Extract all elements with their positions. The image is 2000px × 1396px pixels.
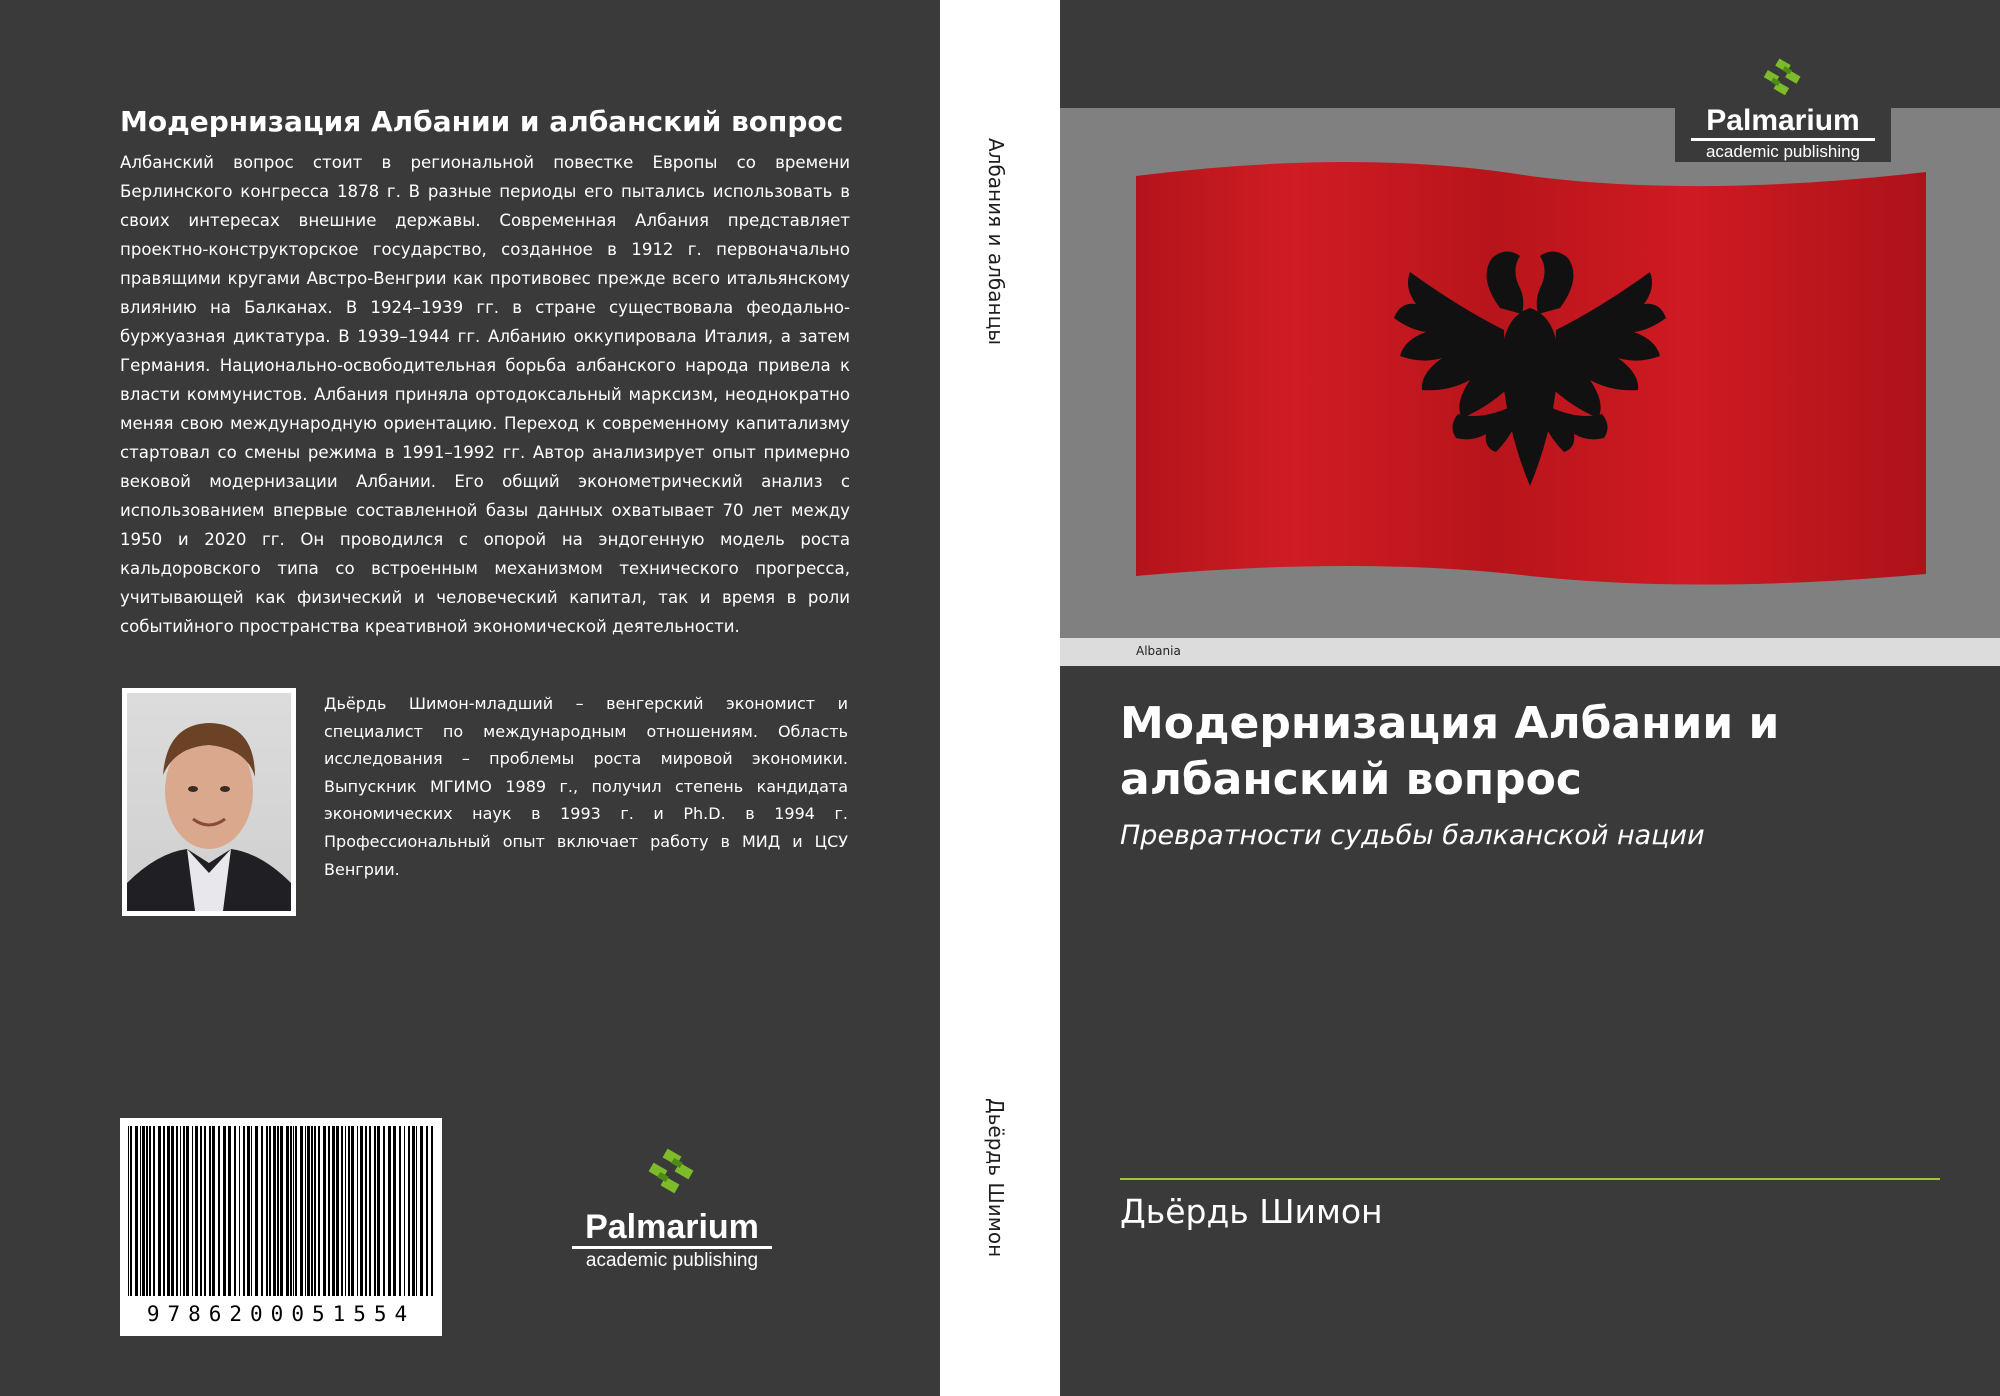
barcode-bar [209,1126,211,1296]
barcode-bar [277,1126,279,1296]
barcode-bar [180,1126,181,1296]
barcode-bar [323,1126,326,1296]
publisher-name: Palmarium [1691,104,1875,141]
barcode-bar [305,1126,306,1296]
barcode-bar [158,1126,161,1296]
barcode-bar [426,1126,428,1296]
palmarium-logo-icon [1753,58,1813,104]
barcode-bar [195,1126,198,1296]
barcode-bar [307,1126,310,1296]
barcode-bar [128,1126,129,1296]
palmarium-logo-icon [642,1148,702,1204]
publisher-tagline: academic publishing [1705,142,1861,161]
barcode-bar [348,1126,350,1296]
barcode-bar [290,1126,292,1296]
barcode-bar [365,1126,367,1296]
barcode-bar [204,1126,206,1296]
barcode-bar [280,1126,283,1296]
barcode-bar [239,1126,240,1296]
back-publisher-logo [572,1148,772,1273]
barcode-bars [120,1118,442,1298]
front-cover-title: Модернизация Албании и албанский вопрос [1120,698,1780,805]
barcode-bar [345,1126,346,1296]
barcode-bar [332,1126,335,1296]
barcode-bar [369,1126,371,1296]
barcode-bar [183,1126,185,1296]
flag-caption: Albania [1136,644,1181,658]
barcode-bar [293,1126,294,1296]
flag-image [1060,108,2000,638]
barcode-bar [273,1126,276,1296]
barcode-bar [212,1126,215,1296]
barcode-bar [223,1126,226,1296]
barcode-bar [408,1126,410,1296]
back-cover-title: Модернизация Албании и албанский вопрос [120,105,844,138]
author-photo [122,688,296,916]
barcode-bar [314,1126,316,1296]
barcode-bar [261,1126,263,1296]
front-cover-author: Дьёрдь Шимон [1120,1192,1383,1231]
barcode-bar [416,1126,417,1296]
barcode-bar [167,1126,170,1296]
barcode-bar [388,1126,391,1296]
barcode-bar [360,1126,363,1296]
barcode-bar [412,1126,415,1296]
front-publisher-logo [1675,58,1891,162]
barcode-bar [431,1126,433,1296]
barcode-bar [171,1126,174,1296]
barcode-bar [153,1126,155,1296]
barcode-bar [420,1126,423,1296]
barcode-bar [176,1126,178,1296]
barcode-bar [399,1126,401,1296]
barcode-bar [234,1126,236,1296]
barcode-bar [357,1126,358,1296]
barcode-bar [228,1126,231,1296]
barcode-bar [149,1126,151,1296]
spine-title: Албания и албанцы [984,138,1008,345]
front-cover-divider [1120,1178,1940,1180]
barcode-bar [142,1126,145,1296]
barcode-bar [218,1126,220,1296]
author-bio: Дьёрдь Шимон-младший – венгерский экономист и специалист по международным отношениям. Область исследования – проблемы роста мировой экономики. Выпускник МГИМО 1989 г., получил степень кандидата экономических наук в 1993 г. и Ph.D. в 1994 г. Профессиональный опыт включает работу в МИД и ЦСУ Венгрии. [324,694,848,879]
isbn-number: 9786200051554 [146,1302,416,1326]
barcode-bar [192,1126,193,1296]
barcode-bar [300,1126,303,1296]
barcode-bar [269,1126,271,1296]
barcode-bar [328,1126,330,1296]
barcode-bar [255,1126,258,1296]
barcode-bar [295,1126,297,1296]
barcode-bar [286,1126,289,1296]
barcode-bar [351,1126,354,1296]
barcode-bar [163,1126,165,1296]
barcode-bar [130,1126,132,1296]
barcode-bar [251,1126,252,1296]
publisher-tagline: academic publishing [585,1250,759,1271]
barcode-bar [374,1126,376,1296]
barcode-bar [336,1126,339,1296]
barcode-bar [341,1126,343,1296]
isbn-barcode [120,1118,442,1336]
barcode-bar [311,1126,313,1296]
barcode-bar [135,1126,138,1296]
barcode-bar [266,1126,268,1296]
barcode-bar [383,1126,385,1296]
barcode-bar [146,1126,148,1296]
publisher-name: Palmarium [572,1208,772,1249]
barcode-bar [186,1126,189,1296]
front-cover-subtitle: Превратности судьбы балканской нации [1120,820,1705,851]
barcode-bar [377,1126,380,1296]
flag-caption-bar [1060,638,2000,666]
barcode-bar [318,1126,320,1296]
barcode-bar [404,1126,405,1296]
barcode-bar [247,1126,250,1296]
spine-author: Дьёрдь Шимон [984,1098,1008,1258]
barcode-bar [140,1126,141,1296]
barcode-bar [200,1126,202,1296]
barcode-bar [243,1126,245,1296]
back-cover-description: Албанский вопрос стоит в региональной повестке Европы со времени Берлинского конгресса 1878 г. В разные периоды его пытались использовать в своих интересах внешние державы. Современная Албания представляет проектно-конструкторское государство, созданное в 1912 г. первоначально правящими кругами Австро-Венгрии как противовес прежде всего итальянскому влиянию на Балканах. В 1924–1939 гг. в стране существовала феодально-буржуазная диктатура. В 1939–1944 гг. Албанию оккупировала Италия, а затем Германия. Национально-освободительная борьба албанского народа привела к власти коммунистов. Албания приняла ортодоксальный марксизм, неоднократно меняя свою международную ориентацию. Переход к современному капитализму стартовал со смены режима в 1991–1992 гг. Автор анализирует опыт примерно вековой модернизации Албании. Его общий эконометрический анализ с использованием впервые составленной базы данных охватывает 70 лет между 1950 и 2020 гг. Он проводился с опорой на эндогенную модель роста кальдоровского типа со встроенным механизмом технического прогресса, учитывающей как физический и человеческий капитал, так и время в роли событийного пространства креативной экономической деятельности. [120,153,850,636]
barcode-bar [393,1126,396,1296]
